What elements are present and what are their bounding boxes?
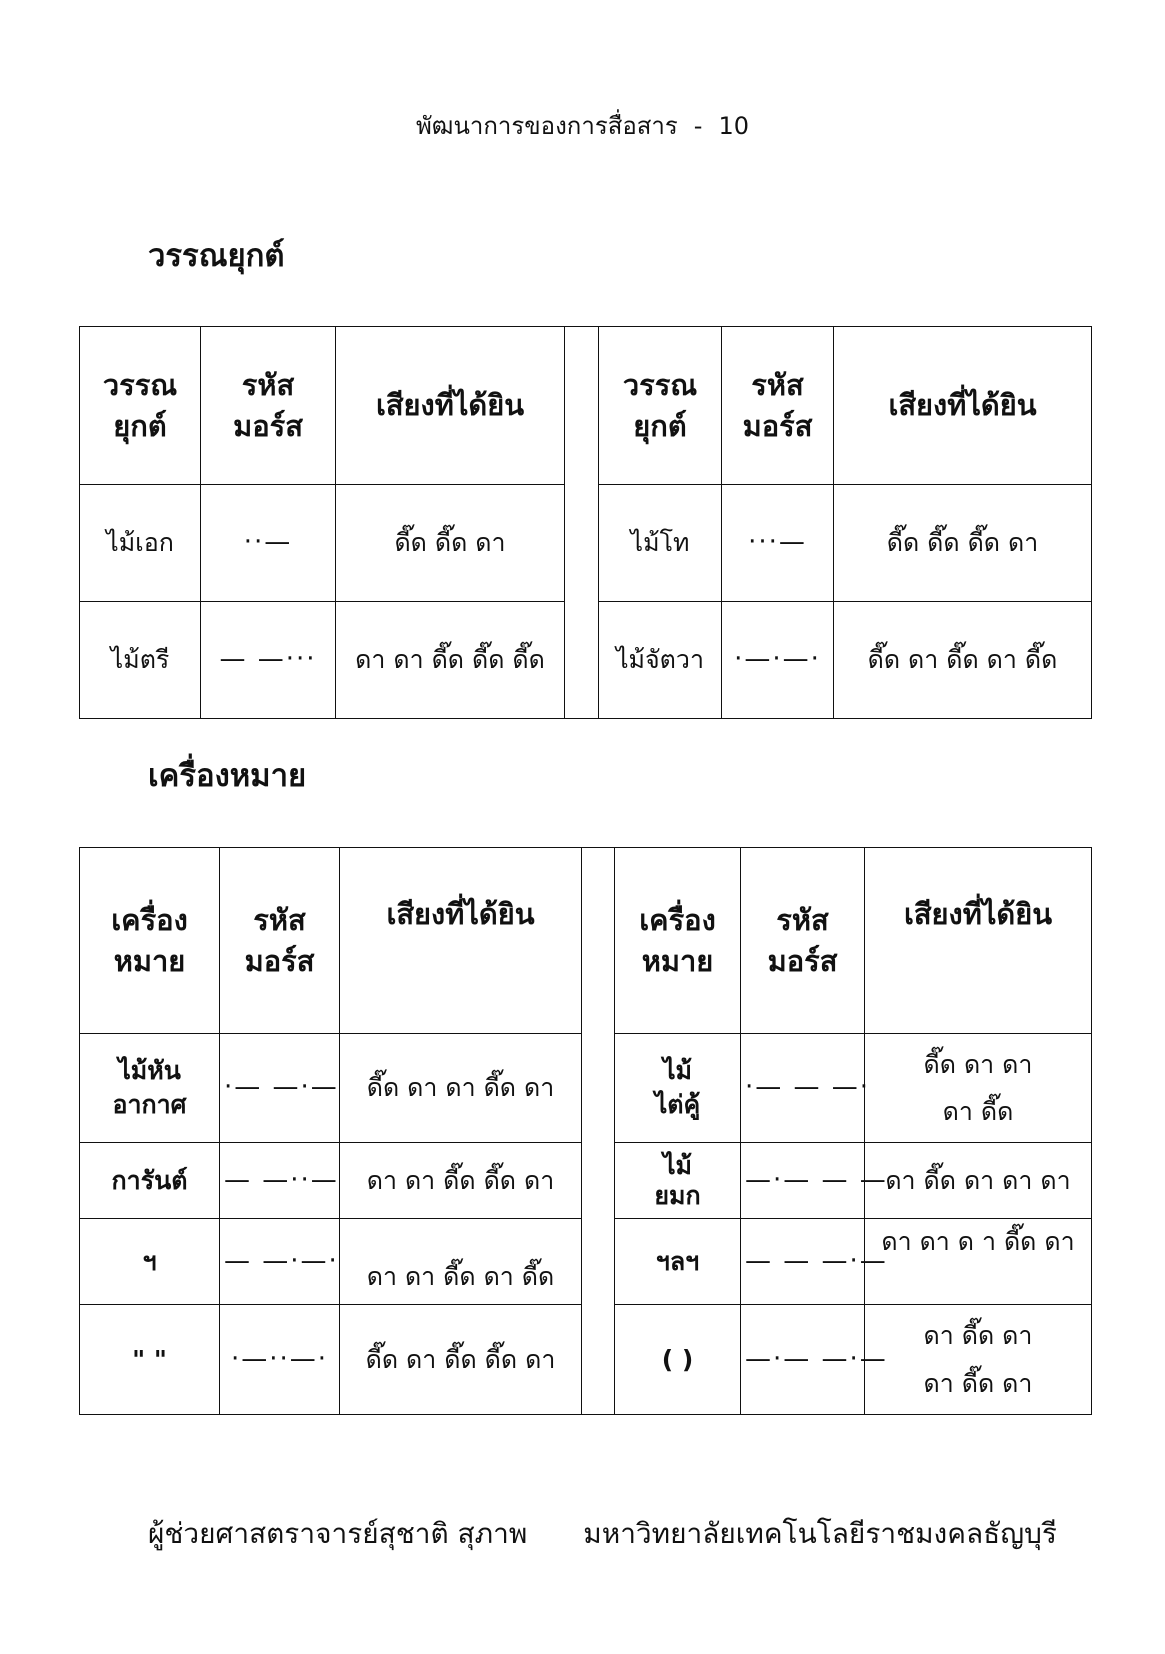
code-cell: — —···	[201, 602, 336, 719]
page-footer	[148, 1512, 1057, 1556]
code-cell: — — —·—	[741, 1219, 865, 1305]
mark-cell: ไม้ ไต่คู้	[615, 1034, 741, 1143]
header-cell-sound: เสียงที่ได้ยิน	[865, 848, 1092, 1034]
mark-cell: การันต์	[80, 1143, 220, 1219]
mark-cell: ไม้ตรี	[80, 602, 201, 719]
tone-marks-table	[79, 326, 1092, 719]
code-cell: —·— — —	[741, 1143, 865, 1219]
table-header-row	[80, 327, 1092, 485]
code-cell: — —··—	[220, 1143, 340, 1219]
sound-cell: ดี๊ด ดา ดี๊ด ดา ดี๊ด	[834, 602, 1092, 719]
page-number: 10	[718, 112, 749, 140]
code-cell: — —·—·	[220, 1219, 340, 1305]
mark-cell: ฯ	[80, 1219, 220, 1305]
code-cell: ·— — —·	[741, 1034, 865, 1143]
table-header-row	[80, 848, 1092, 1034]
header-cell-code: รหัส มอร์ส	[220, 848, 340, 1034]
sound-cell: ดา ดี๊ด ดา ดา ดี๊ด ดา	[865, 1305, 1092, 1415]
sound-cell: ดา ดา ดี๊ด ดี๊ด ดี๊ด	[336, 602, 565, 719]
page-header-separator: -	[693, 112, 703, 140]
mark-cell: ฯลฯ	[615, 1219, 741, 1305]
header-cell-sound: เสียงที่ได้ยิน	[340, 848, 582, 1034]
header-cell-mark: วรรณ ยุกต์	[599, 327, 722, 485]
mark-cell: " "	[80, 1305, 220, 1415]
sound-cell: ดา ดี๊ด ดา ดา ดา	[865, 1143, 1092, 1219]
header-cell-code: รหัส มอร์ส	[201, 327, 336, 485]
column-divider	[565, 327, 599, 719]
sound-cell: ดา ดา ดี๊ด ดี๊ด ดา	[340, 1143, 582, 1219]
code-cell: ·—·—·	[722, 602, 834, 719]
section-title-tone-marks: วรรณยุกต์	[148, 238, 285, 274]
mark-cell: ไม้ ยมก	[615, 1143, 741, 1219]
code-cell: ··—	[201, 485, 336, 602]
mark-cell: ไม้จัตวา	[599, 602, 722, 719]
sound-cell: ดา ดา ด า ดี๊ด ดา	[865, 1219, 1092, 1305]
mark-cell: ไม้โท	[599, 485, 722, 602]
header-cell-mark: เครื่อง หมาย	[615, 848, 741, 1034]
page-header	[0, 106, 1165, 145]
header-cell-code: รหัส มอร์ส	[722, 327, 834, 485]
column-divider	[582, 848, 615, 1415]
code-cell: ·—··—·	[220, 1305, 340, 1415]
sound-cell: ดี๊ด ดา ดา ดา ดี๊ด	[865, 1034, 1092, 1143]
mark-cell: ( )	[615, 1305, 741, 1415]
header-cell-sound: เสียงที่ได้ยิน	[834, 327, 1092, 485]
sound-cell: ดี๊ด ดี๊ด ดา	[336, 485, 565, 602]
code-cell: —·— —·—	[741, 1305, 865, 1415]
mark-cell: ไม้หัน อากาศ	[80, 1034, 220, 1143]
sound-cell: ดา ดา ดี๊ด ดา ดี๊ด	[340, 1219, 582, 1305]
punctuation-table	[79, 847, 1092, 1415]
section-title-punctuation: เครื่องหมาย	[148, 758, 307, 794]
code-cell: ·— —·—	[220, 1034, 340, 1143]
code-cell: ···—	[722, 485, 834, 602]
sound-cell: ดี๊ด ดา ดา ดี๊ด ดา	[340, 1034, 582, 1143]
page-header-title: พัฒนาการของการสื่อสาร	[415, 112, 678, 140]
sound-cell: ดี๊ด ดา ดี๊ด ดี๊ด ดา	[340, 1305, 582, 1415]
mark-cell: ไม้เอก	[80, 485, 201, 602]
footer-institution: มหาวิทยาลัยเทคโนโลยีราชมงคลธัญบุรี	[583, 1517, 1057, 1550]
sound-cell: ดี๊ด ดี๊ด ดี๊ด ดา	[834, 485, 1092, 602]
header-cell-sound: เสียงที่ได้ยิน	[336, 327, 565, 485]
footer-author: ผู้ช่วยศาสตราจารย์สุชาติ สุภาพ	[148, 1517, 528, 1550]
header-cell-mark: วรรณ ยุกต์	[80, 327, 201, 485]
header-cell-mark: เครื่อง หมาย	[80, 848, 220, 1034]
header-cell-code: รหัส มอร์ส	[741, 848, 865, 1034]
